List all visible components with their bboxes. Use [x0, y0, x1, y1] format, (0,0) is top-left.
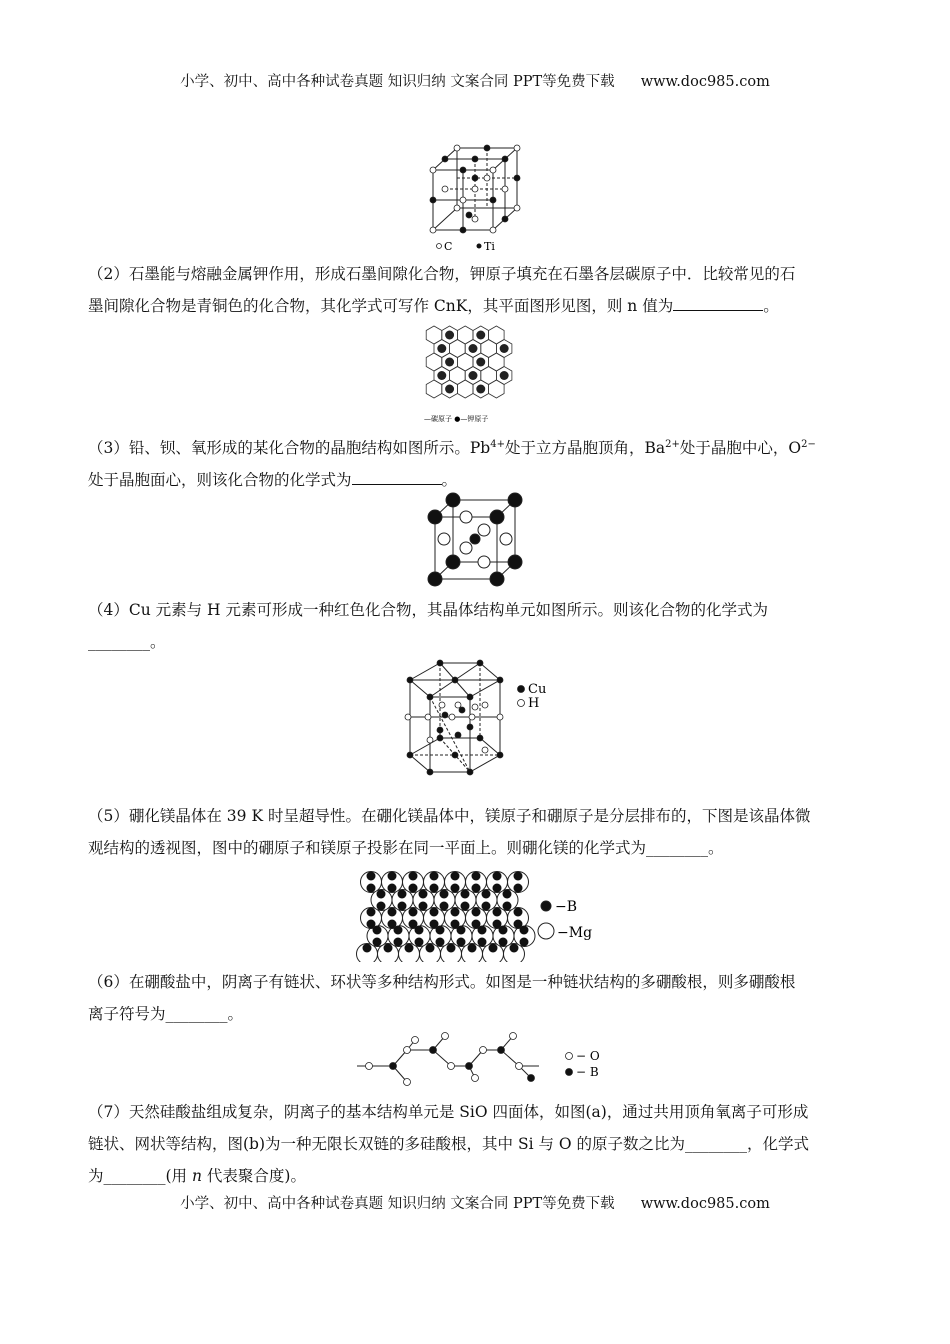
figure-graphite-potassium: [420, 325, 530, 425]
q6-line1: （6）在硼酸盐中，阴离子有链状、环状等多种结构形式。如图是一种链状结构的多硼酸根，则多硼酸根: [88, 973, 796, 991]
figure-perovskite-cell: [425, 492, 525, 587]
header-text: 小学、初中、高中各种试卷真题 知识归纳 文案合同 PPT等免费下载: [180, 74, 615, 90]
footer-text: 小学、初中、高中各种试卷真题 知识归纳 文案合同 PPT等免费下载: [180, 1196, 615, 1212]
q7-line3: 为________(用 n 代表聚合度)。: [88, 1167, 306, 1185]
legend-o: − O: [576, 1049, 600, 1063]
legend-b: −B: [555, 899, 578, 915]
question-3: [88, 432, 864, 496]
figure-polyborate-chain: [355, 1030, 605, 1092]
q2-line1: （2）石墨能与熔融金属钾作用，形成石墨间隙化合物，钾原子填充在石墨各层碳原子中．比较常见的石: [88, 265, 796, 283]
figure-ctn-crystal: [425, 140, 525, 255]
question-6: [88, 966, 864, 1030]
figure-cuh-hexagonal-cell: [400, 655, 555, 780]
q6-line2: 离子符号为________。: [88, 1005, 244, 1023]
question-5: [88, 800, 864, 864]
q5-line2: 观结构的透视图，图中的硼原子和镁原子投影在同一平面上。则硼化镁的化学式为________。: [88, 839, 724, 857]
figure-mgb2-projection: [355, 870, 600, 962]
answer-blank-q2[interactable]: [673, 292, 763, 311]
q4-line2: ________。: [88, 633, 166, 651]
question-2: [88, 258, 864, 322]
legend-cu: Cu: [528, 682, 547, 697]
legend-mg: −Mg: [557, 925, 593, 941]
q7-line1: （7）天然硅酸盐组成复杂，阴离子的基本结构单元是 SiO 四面体，如图(a)，通过共用顶角氧离子可形成: [88, 1103, 809, 1121]
legend-b-borate: − B: [576, 1065, 599, 1079]
page-header: [0, 70, 950, 91]
question-7: [88, 1096, 864, 1192]
q3-line1: （3）铅、钡、氧形成的某化合物的晶胞结构如图所示。$Pb^{4+}$处于立方晶胞顶角，$Ba^{2+}$处于晶胞中心，$O^{2-}$: [88, 439, 816, 457]
q2-line2: 墨间隙化合物是青铜色的化合物，其化学式可写作 CnK，其平面图形见图，则 n 值为 。: [88, 290, 864, 322]
q4-line1: （4）Cu 元素与 H 元素可形成一种红色化合物，其晶体结构单元如图所示。则该化合物的化学式为: [88, 601, 769, 619]
answer-blank-q3[interactable]: [352, 466, 442, 485]
legend-graphite: —碳原子 ●—钾原子: [424, 415, 489, 423]
legend-ti: Ti: [484, 240, 495, 253]
q5-line1: （5）硼化镁晶体在 39 K 时呈超导性。在硼化镁晶体中，镁原子和硼原子是分层排布的，下图是该晶体微: [88, 807, 811, 825]
legend-c: C: [444, 240, 453, 253]
question-4: [88, 594, 864, 658]
q7-line2: 链状、网状等结构，图(b)为一种无限长双链的多硅酸根，其中 Si 与 O 的原子数之比为________，化学式: [88, 1135, 810, 1153]
header-url[interactable]: www.doc985.com: [640, 74, 770, 90]
q3-line2: 处于晶胞面心，则该化合物的化学式为 。: [88, 464, 864, 496]
footer-url[interactable]: www.doc985.com: [640, 1196, 770, 1212]
page-footer: [0, 1192, 950, 1213]
legend-h: H: [528, 696, 540, 711]
